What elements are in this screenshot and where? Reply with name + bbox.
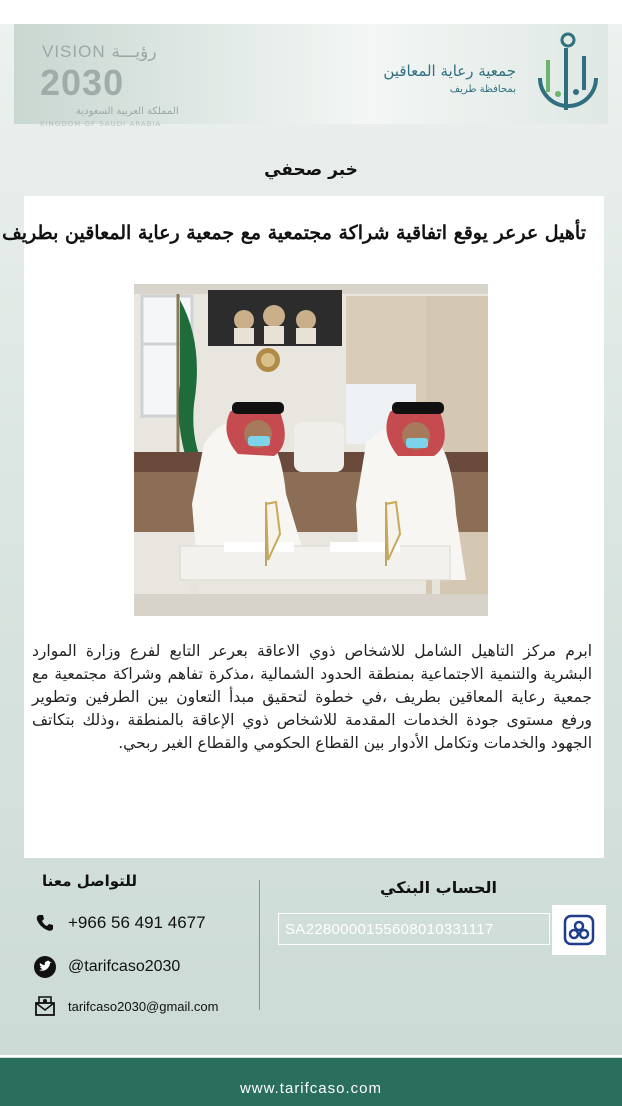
organization-logo-icon [528, 30, 604, 118]
iban-field[interactable] [278, 913, 550, 945]
bank-title: الحساب البنكي [380, 878, 498, 897]
article-headline: تأهيل عرعر يوقع اتفاقية شراكة مجتمعية مع جمعية رعاية المعاقين بطريف [2, 222, 586, 244]
news-label: خبر صحفي [264, 160, 358, 180]
vision-title: VISION رؤيـــة [42, 42, 157, 61]
phone-icon [34, 912, 56, 934]
phone-number: +966 56 491 4677 [68, 913, 206, 932]
twitter-contact[interactable] [34, 956, 180, 978]
contact-divider [259, 880, 260, 1010]
phone-contact[interactable] [34, 912, 206, 934]
vision-year: 2030 [40, 62, 125, 103]
website-link[interactable]: www.tarifcaso.com [239, 1080, 383, 1097]
bank-logo-icon [552, 905, 606, 955]
iban-value: SA2280000155608010331117 [285, 921, 494, 938]
org-name: جمعية رعاية المعاقين [383, 62, 516, 80]
vision-2030-logo [26, 32, 186, 128]
twitter-handle: @tarifcaso2030 [68, 958, 181, 975]
header-banner [14, 24, 608, 128]
email-address: tarifcaso2030@gmail.com [68, 998, 219, 1014]
email-icon [34, 995, 56, 1017]
vision-kingdom-en: KINGDOM OF SAUDI ARABIA [40, 120, 162, 128]
article-body: ابرم مركز التاهيل الشامل للاشخاص ذوي الاعاقة بعرعر التابع لفرع وزارة الموارد البشرية والتنمية الاجتماعية بمنطقة الحدود الشمالية ،مذكرة تفاهم وشراكة مجتمعية مع جمعية رعاية المعاقين بطريف ،في خطوة لتحقيق مبدأ التعاون بين الطرفين وتطوير ورفع مستوى جودة الخدمات المقدمة للاشخاص ذوي الإعاقة بالمنطقة ،وذلك بتكاتف الجهود والخدمات وتكامل الأدوار بين القطاع الحكومي والقطاع الغير ربحي. [32, 642, 592, 752]
twitter-icon [34, 956, 56, 978]
contact-title: للتواصل معنا [42, 872, 138, 890]
footer-divider [0, 1055, 622, 1057]
signing-ceremony-photo [134, 284, 488, 616]
article-card [2, 196, 604, 858]
top-strip [0, 0, 622, 24]
email-contact[interactable] [34, 995, 218, 1017]
org-subtitle: بمحافظة طريف [449, 84, 516, 95]
vision-kingdom-ar: المملكة العربية السعودية [76, 106, 179, 117]
